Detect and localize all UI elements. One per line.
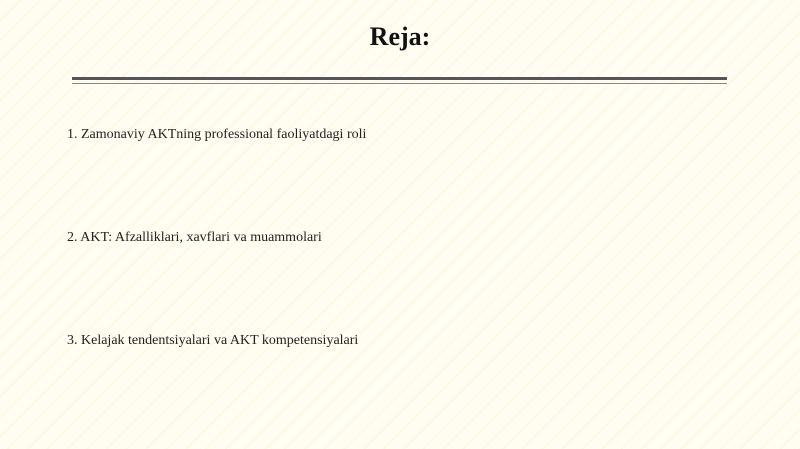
divider-thin-line (72, 83, 727, 84)
slide-title: Reja: (369, 22, 431, 51)
divider-thick-line (72, 77, 727, 80)
plan-item-3: 3. Kelajak tendentsiyalari va AKT kompetensiyalari (67, 333, 359, 348)
title-divider (72, 77, 727, 85)
plan-item-2: 2. AKT: Afzalliklari, xavflari va muammolari (67, 230, 322, 245)
plan-item-1: 1. Zamonaviy AKTning professional faoliyatdagi roli (67, 127, 367, 142)
